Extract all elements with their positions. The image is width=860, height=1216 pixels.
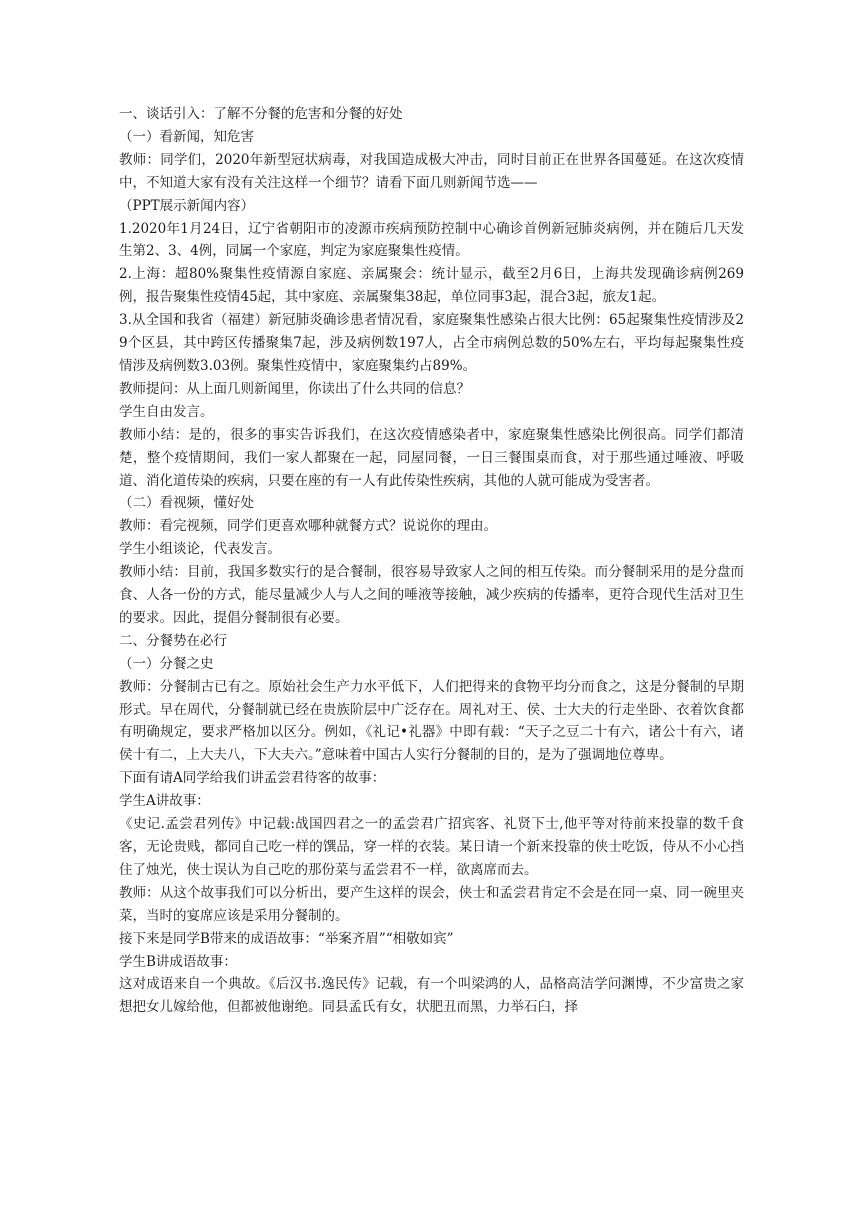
paragraph: 教师：分餐制古已有之。原始社会生产力水平低下，人们把得来的食物平均分而食之，这是分餐制的早期形式。早在周代，分餐制就已经在贵族阶层中广泛存在。周礼对王、侯、士大夫的行走坐卧、衣着饮食都有明确规定，要求严格加以区分。例如，《礼记•礼器》中即有载：“天子之豆二十有六，诸公十有六，诸侯十有二，上大夫八，下大夫六。”意味着中国古人实行分餐制的目的，是为了强调地位尊卑。 [119,678,744,764]
subsection-heading: （一）看新闻，知危害 [119,128,254,145]
paragraph: 学生B讲成语故事： [119,953,237,970]
paragraph: 学生A讲故事： [119,793,210,810]
subsection-heading: （二）看视频，懂好处 [119,495,254,512]
subsection-heading: （一）分餐之史 [119,655,214,672]
paragraph: 教师小结：目前，我国多数实行的是合餐制，很容易导致家人之间的相互传染。而分餐制采用的是分盘而食、人各一份的方式，能尽量减少人与人之间的唾液等接触，减少疾病的传播率，更符合现代生活对卫生的要求。因此，提倡分餐制很有必要。 [119,564,744,626]
paragraph: 教师：看完视频，同学们更喜欢哪种就餐方式？说说你的理由。 [119,518,497,535]
paragraph: 教师：同学们，2020年新型冠状病毒，对我国造成极大冲击，同时目前正在世界各国蔓延。在这次疫情中，不知道大家有没有关注这样一个细节？请看下面几则新闻节选—— [119,151,744,191]
paragraph: 这对成语来自一个典故。《后汉书.逸民传》记载，有一个叫梁鸿的人，品格高洁学问渊博，不少富贵之家想把女儿嫁给他，但都被他谢绝。同县孟氏有女，状肥丑而黑，力举石臼，择 [119,976,744,1016]
section-heading: 一、谈话引入：了解不分餐的危害和分餐的好处 [119,106,403,122]
paragraph: 学生小组谈论，代表发言。 [119,541,281,558]
paragraph: 教师：从这个故事我们可以分析出，要产生这样的误会，侠士和孟尝君肯定不会是在同一桌、同一碗里夹菜，当时的宴席应该是采用分餐制的。 [119,884,744,924]
section-heading: 二、分餐势在必行 [119,632,227,649]
paragraph: 学生自由发言。 [119,403,214,420]
paragraph: （PPT展示新闻内容） [119,197,255,214]
news-item: 3.从全国和我省（福建）新冠肺炎确诊患者情况看，家庭聚集性感染占很大比例：65起聚集性疫情涉及29个区县，其中跨区传播聚集7起，涉及病例数197人，占全市病例总数的50%左右，平均每起聚集性疫情涉及病例数3.03例。聚集性疫情中，家庭聚集约占89%。 [119,312,744,374]
paragraph: 教师小结：是的，很多的事实告诉我们，在这次疫情感染者中，家庭聚集性感染比例很高。同学们都清楚，整个疫情期间，我们一家人都聚在一起，同屋同餐，一日三餐围桌而食，对于那些通过唾液、呼吸道、消化道传染的疾病，只要在座的有一人有此传染性疾病，其他的人就可能成为受害者。 [119,426,744,489]
paragraph: 教师提问：从上面几则新闻里，你读出了什么共同的信息？ [119,380,470,397]
paragraph: 下面有请A同学给我们讲孟尝君待客的故事： [119,770,386,787]
document-body [119,103,744,1019]
news-item: 1.2020年1月24日，辽宁省朝阳市的凌源市疾病预防控制中心确诊首例新冠肺炎病例，并在随后几天发生第2、3、4例，同属一个家庭，判定为家庭聚集性疫情。 [119,220,744,260]
paragraph: 接下来是同学B带来的成语故事：“举案齐眉”“相敬如宾” [119,930,454,947]
paragraph: 《史记.孟尝君列传》中记载:战国四君之一的孟尝君广招宾客、礼贤下士,他平等对待前来投靠的数千食客，无论贵贱，都同自己吃一样的馔品，穿一样的衣装。某日请一个新来投靠的侠士吃饭，侍从不小心挡住了烛光，侠士误认为自己吃的那份菜与孟尝君不一样，欲离席而去。 [119,816,744,878]
news-item: 2.上海：超80%聚集性疫情源自家庭、亲属聚会：统计显示，截至2月6日，上海共发现确诊病例269例，报告聚集性疫情45起，其中家庭、亲属聚集38起，单位同事3起，混合3起，旅友1起。 [119,266,744,306]
